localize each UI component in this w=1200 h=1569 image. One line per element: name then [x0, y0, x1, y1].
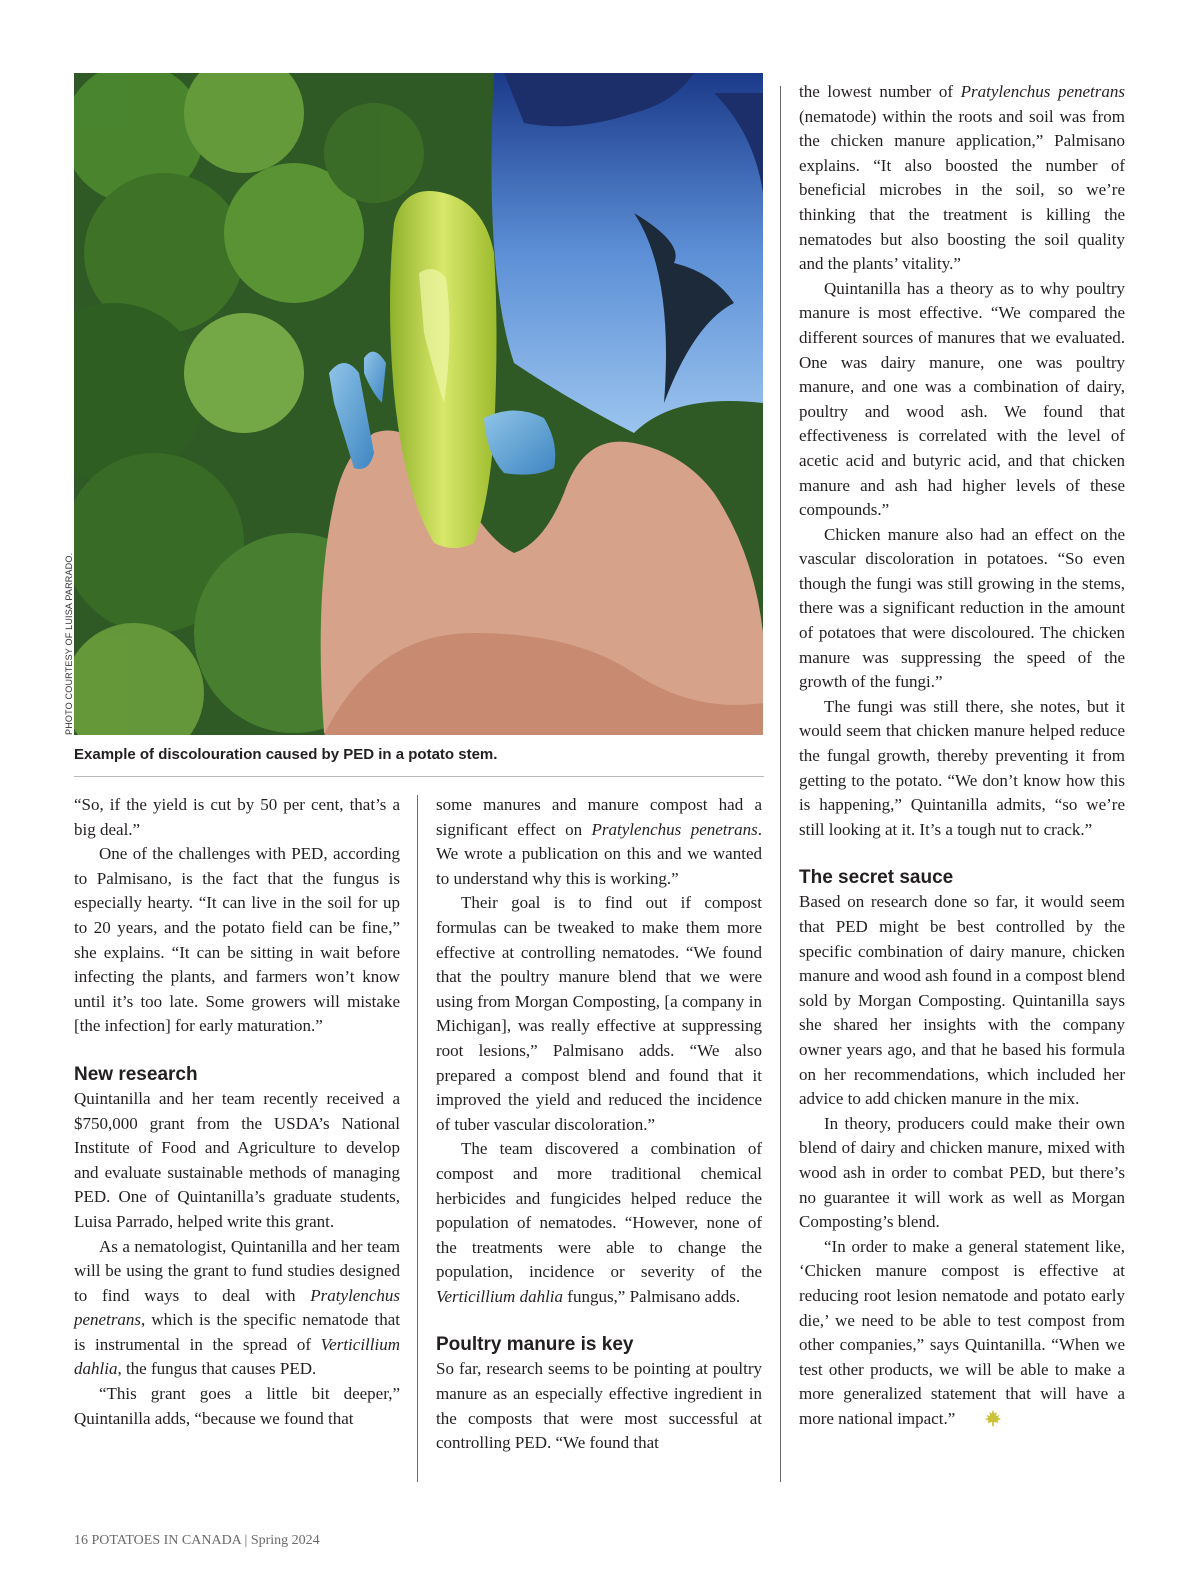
column-divider-2 [780, 86, 781, 1482]
paragraph: Chicken manure also had an effect on the vascular discoloration in potatoes. “So even though the fungi was still growing in the stems, there was a significant reduction in the amount of potatoes that were discoloured. The chicken manure was suppressing the speed of the growth of the fungi.” [799, 524, 1125, 692]
potato-stem-photo [74, 73, 763, 735]
subheading-poultry-manure: Poultry manure is key [436, 1334, 634, 1356]
paragraph: In theory, producers could make their own blend of dairy and chicken manure, mixed with wood ash in order to combat PED, but there’s no guarantee it will work as well as Morgan Composting’s blend. [799, 1113, 1125, 1232]
paragraph: “This grant goes a little bit deeper,” Quintanilla adds, “because we found that [74, 1384, 400, 1428]
article-column-3 [799, 80, 1125, 1434]
photo-caption: Example of discolouration caused by PED in a potato stem. [74, 746, 498, 763]
paragraph: The team discovered a combination of compost and more traditional chemical herbicides and fungicides helped reduce the population of nematodes. “However, none of the treatments were able to change the population, incidence or severity of the Verticillium dahlia fungus,” Palmisano adds. [436, 1139, 762, 1306]
photo-credit: PHOTO COURTESY OF LUISA PARRADO. [64, 552, 74, 735]
subheading-secret-sauce: The secret sauce [799, 867, 954, 889]
paragraph: “So, if the yield is cut by 50 per cent, that’s a big deal.” [74, 795, 400, 839]
paragraph: One of the challenges with PED, according to Palmisano, is the fact that the fungus is especially hearty. “It can live in the soil for up to 20 years, and the potato field can be fine,” she explains. “It can be sitting in wait before infecting the plants, and farmers won’t know until it’s too late. Some growers will mistake [the infection] for early maturation.” [74, 844, 400, 1036]
column-divider-1 [417, 795, 418, 1482]
paragraph: Their goal is to find out if compost formulas can be tweaked to make them more effective at controlling nematodes. “We found that the poultry manure blend that we were using from Morgan Composting, [a company in Michigan], was really effective at suppressing root lesions,” Palmisano adds. “We also prepared a compost blend and found that it improved the yield and reduced the incidence of tuber vascular discoloration.” [436, 893, 762, 1134]
paragraph: the lowest number of Pratylenchus penetrans (nematode) within the roots and soil was from the chicken manure application,” Palmisano explains. “It also boosted the number of beneficial microbes in the soil, so we’re thinking that the treatment is killing the nematodes but also boosting the soil quality and the plants’ vitality.” [799, 82, 1125, 274]
paragraph: So far, research seems to be pointing at poultry manure as an especially effective ingredient in the composts that were most successful at controlling PED. “We found that [436, 1359, 762, 1453]
paragraph: Quintanilla and her team recently received a $750,000 grant from the USDA’s National Institute of Food and Agriculture to develop and evaluate sustainable methods of managing PED. One of Quintanilla’s graduate students, Luisa Parrado, helped write this grant. [74, 1088, 400, 1231]
paragraph: The fungi was still there, she notes, but it would seem that chicken manure helped reduce the fungal growth, thereby preventing it from getting to the potato. “We don’t know how this is happening,” Quintanilla admits, “so we’re still looking at it. It’s a tough nut to crack.” [799, 696, 1125, 839]
page-footer: 16 POTATOES IN CANADA | Spring 2024 [74, 1533, 320, 1548]
paragraph: “In order to make a general statement like, ‘Chicken manure compost is effective at reducing root lesion nematode and potato early die,’ we need to be able to test compost from other companies,” says Quintanilla. “When we test other products, we will be able to make a more generalized statement that will have a more national impact.” [799, 1235, 1125, 1435]
article-column-2 [436, 793, 762, 1456]
subheading-new-research: New research [74, 1063, 198, 1085]
paragraph: Quintanilla has a theory as to why poultry manure is most effective. “We compared the different sources of manures that we evaluated. One was dairy manure, one was poultry manure, and one was a combination of dairy, poultry and wood ash. We found that effectiveness is correlated with the level of acetic acid and butyric acid, and that chicken manure and ash had higher levels of these compounds.” [799, 278, 1125, 520]
paragraph: As a nematologist, Quintanilla and her team will be using the grant to fund studies designed to find ways to deal with Pratylenchus penetrans, which is the specific nematode that is instrumental in the spread of Verticillium dahlia, the fungus that causes PED. [74, 1236, 400, 1379]
caption-divider [74, 776, 764, 777]
paragraph: Based on research done so far, it would seem that PED might be best controlled by the specific combination of dairy manure, chicken manure and wood ash found in a compost blend sold by Morgan Composting. Quintanilla says she shared her insights with the company owner years ago, and that he based his formula on her recommendations, which included her advice to add chicken manure in the mix. [799, 892, 1125, 1109]
paragraph: some manures and manure compost had a significant effect on Pratylenchus penetrans. We wrote a publication on this and we wanted to understand why this is working.” [436, 795, 762, 888]
maple-leaf-end-icon [959, 1409, 1002, 1435]
article-column-1 [74, 793, 400, 1431]
